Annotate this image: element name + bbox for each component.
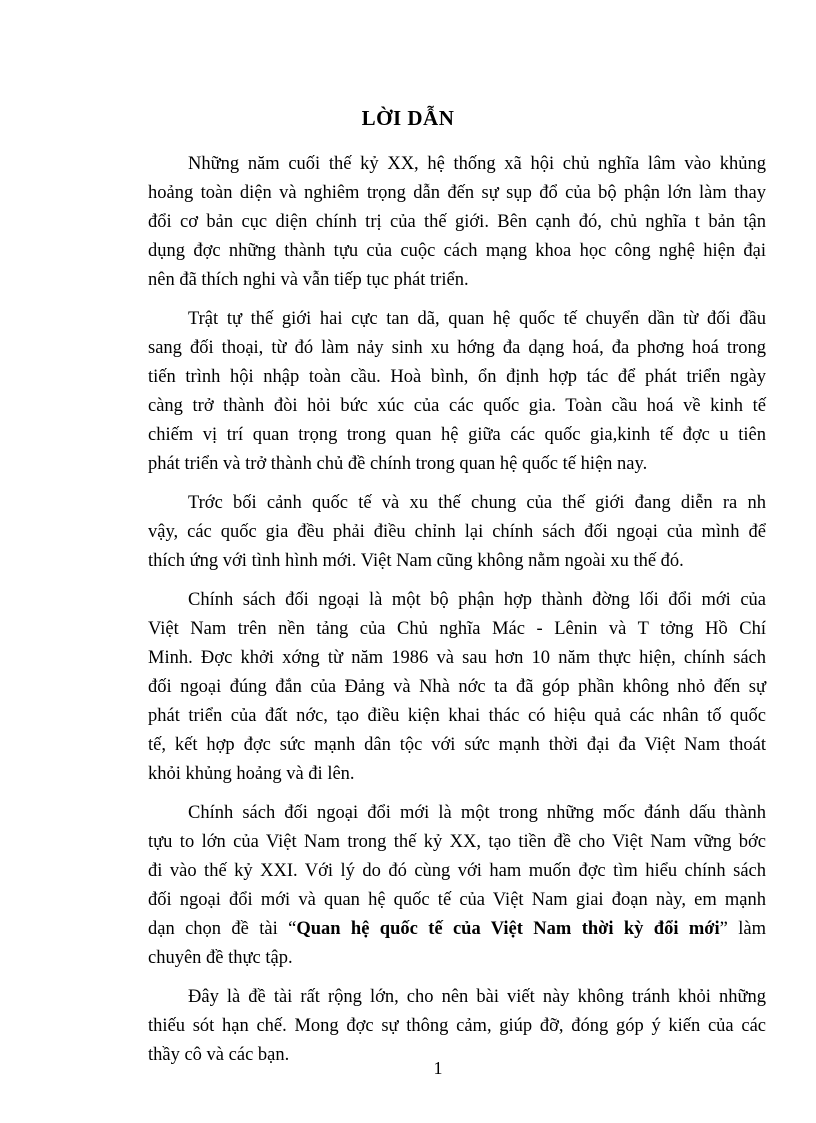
text-line: đối ngoại đúng đắn của Đảng và Nhà nớc ta đã góp phần không nhỏ đến sự [148, 677, 766, 697]
text-line: Chính sách đối ngoại là một bộ phận hợp thành đờng lối đổi mới của [188, 590, 766, 610]
paragraph-2 [148, 305, 766, 479]
thesis-topic: Quan hệ quốc tế của Việt Nam thời kỳ đổi mới [296, 919, 720, 939]
text-line: phát triển và trở thành chủ đề chính trong quan hệ quốc tế hiện nay. [148, 454, 648, 474]
text-line: khỏi khủng hoảng và đi lên. [148, 764, 355, 784]
topic-line [148, 915, 766, 944]
paragraph-4 [148, 586, 766, 789]
paragraph-1 [148, 150, 766, 295]
text-line: tế, kết hợp đợc sức mạnh dân tộc với sức mạnh thời đại đa Việt Nam thoát [148, 735, 766, 755]
text-line: dụng đợc những thành tựu của cuộc cách mạng khoa học công nghệ hiện đại [148, 241, 766, 261]
text-line: nên đã thích nghi và vẫn tiếp tục phát triển. [148, 270, 469, 290]
text-line: sang đối thoại, từ đó làm nảy sinh xu hớng đa dạng hoá, đa phơng hoá trong [148, 338, 766, 358]
text-line: phát triển của đất nớc, tạo điều kiện khai thác có hiệu quả các nhân tố quốc [148, 706, 766, 726]
text-line: Những năm cuối thế kỷ XX, hệ thống xã hội chủ nghĩa lâm vào khủng [188, 154, 766, 174]
text-line: thiếu sót hạn chế. Mong đợc sự thông cảm, giúp đỡ, đóng góp ý kiến của các [148, 1016, 766, 1036]
paragraph-6 [148, 983, 766, 1070]
page-title: LỜI DẪN [361, 106, 455, 130]
text-segment: dạn chọn đề tài “ [148, 919, 297, 939]
text-segment: ” làm [719, 919, 766, 939]
text-line: Việt Nam trên nền tảng của Chủ nghĩa Mác - Lênin và T tởng Hồ Chí [148, 619, 766, 639]
text-line: hoảng toàn diện và nghiêm trọng dẫn đến sự sụp đổ của bộ phận lớn làm thay [148, 183, 766, 203]
text-line: Trớc bối cảnh quốc tế và xu thế chung của thế giới đang diễn ra nh [188, 493, 766, 513]
text-line: Minh. Đợc khởi xớng từ năm 1986 và sau hơn 10 năm thực hiện, chính sách [148, 648, 766, 668]
text-line: Trật tự thế giới hai cực tan dã, quan hệ quốc tế chuyển dần từ đối đầu [188, 309, 766, 329]
text-line: thích ứng với tình hình mới. Việt Nam cũng không nằm ngoài xu thế đó. [148, 551, 684, 571]
paragraph-3 [148, 489, 766, 576]
text-line: chuyên đề thực tập. [148, 948, 293, 968]
text-line: đổi cơ bản cục diện chính trị của thế giới. Bên cạnh đó, chủ nghĩa t bản tận [148, 212, 766, 232]
text-line: thầy cô và các bạn. [148, 1045, 290, 1065]
text-line: Chính sách đối ngoại đổi mới là một trong những mốc đánh dấu thành [188, 803, 766, 823]
paragraph-5 [148, 799, 766, 973]
text-line: tiến trình hội nhập toàn cầu. Hoà bình, ổn định hợp tác để phát triển ngày [148, 367, 766, 387]
page-number: 1 [433, 1058, 443, 1078]
text-line: Đây là đề tài rất rộng lớn, cho nên bài viết này không tránh khỏi những [188, 987, 766, 1007]
text-line: tựu to lớn của Việt Nam trong thế kỷ XX, tạo tiền đề cho Việt Nam vững bớc [148, 832, 766, 852]
text-line: đối ngoại đổi mới và quan hệ quốc tế của Việt Nam giai đoạn này, em mạnh [148, 890, 766, 910]
document-body [148, 150, 766, 1080]
text-line: vậy, các quốc gia đều phải điều chỉnh lại chính sách đối ngoại của mình để [148, 522, 766, 542]
text-line: chiếm vị trí quan trọng trong quan hệ giữa các quốc gia,kinh tế đợc u tiên [148, 425, 766, 445]
text-line: đi vào thế kỷ XXI. Với lý do đó cùng với ham muốn đợc tìm hiểu chính sách [148, 861, 766, 881]
text-line: càng trở thành đòi hỏi bức xúc của các quốc gia. Toàn cầu hoá về kinh tế [148, 396, 766, 416]
